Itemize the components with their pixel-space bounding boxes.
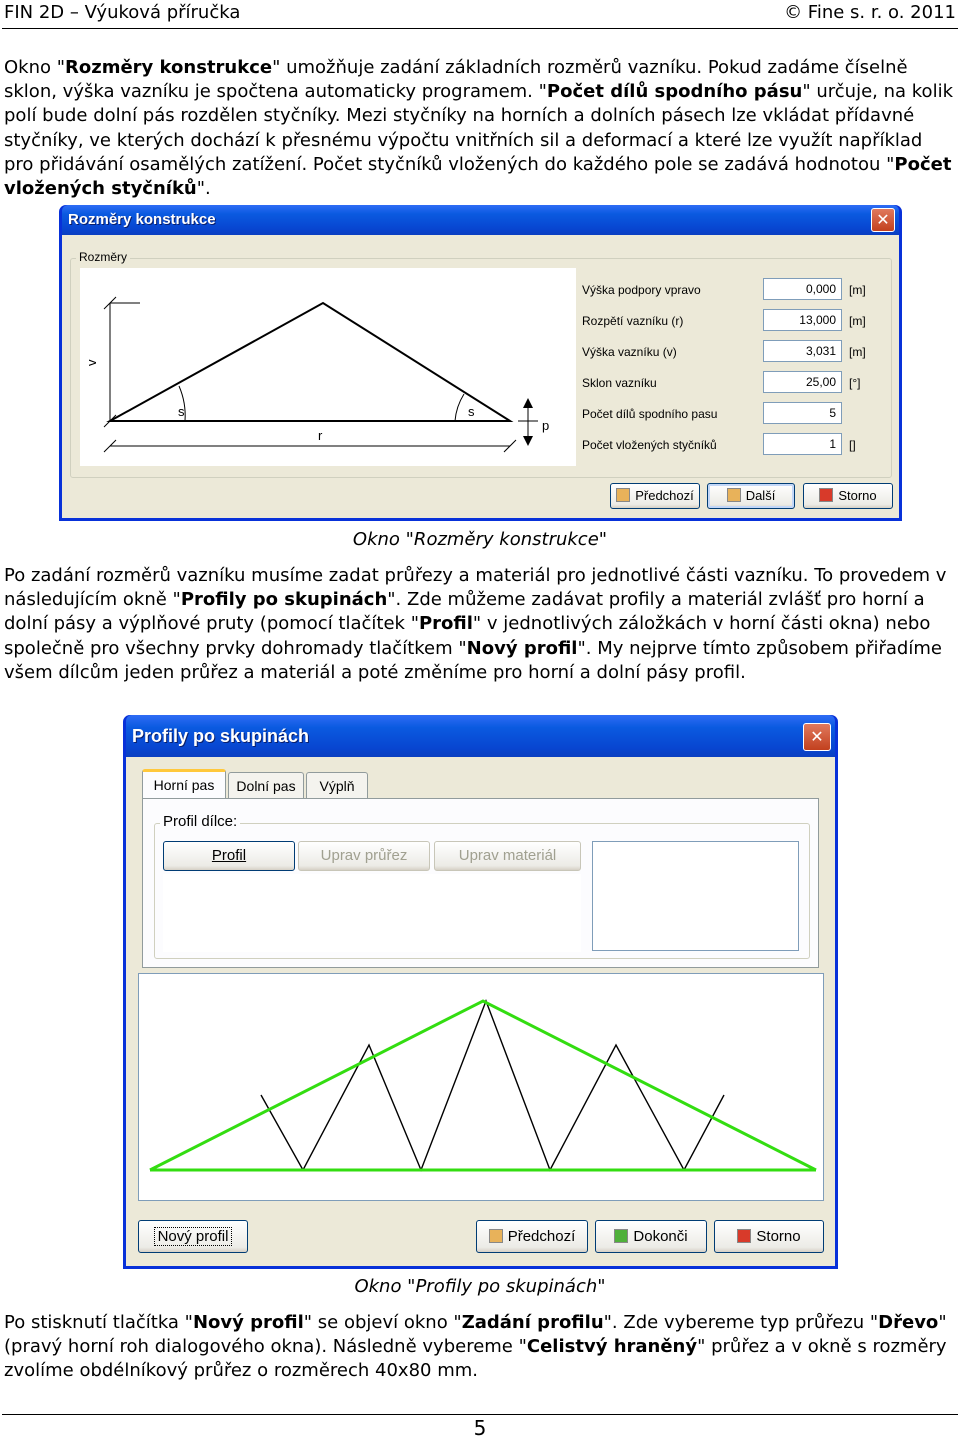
tab-web[interactable]: Výplň	[306, 772, 368, 799]
label-v: v	[84, 359, 99, 366]
paragraph-new-profile: Po stisknutí tlačítka "Nový profil" se objeví okno "Zadání profilu". Zde vybereme typ průřezu "Dřevo" (pravý horní roh dialogového okna). Následně vybereme "Celistvý hraněný" průřez a v okně s rozměry zvolíme obdélníkový průřez o rozměrech 40x80 mm.	[4, 1312, 947, 1382]
profile-info-area	[163, 874, 581, 952]
profile-preview	[592, 841, 799, 951]
label-p: p	[542, 418, 550, 433]
field-label-inserted-nodes: Počet vložených styčníků	[582, 438, 717, 452]
next-button[interactable]: Další	[707, 483, 795, 509]
field-label-support-height: Výška podpory vpravo	[582, 283, 701, 297]
paragraph-profiles: Po zadání rozměrů vazníku musíme zadat průřezy a materiál pro jednotlivé části vazníku. To provedem v následujícím okně "Profily po skupinách". Zde můžeme zadávat profily a materiál zvlášť pro horní a dolní pásy a výplňové pruty (pomocí tlačítek "Profil" v jednotlivých záložkách v horní části okna) nebo společně pro všechny prvky dohromady tlačítkem "Nový profil". My nejprve tímto způsobem přiřadíme všem dílcům jeden průřez a materiál a poté změníme pro horní a dolní pásy profil.	[4, 565, 947, 683]
previous-button[interactable]: Předchozí	[476, 1220, 588, 1253]
field-unit: [m]	[849, 314, 866, 328]
arrow-left-icon	[616, 488, 630, 502]
header-rule	[2, 28, 958, 29]
close-icon[interactable]: ✕	[871, 208, 895, 232]
label-s-left: s	[178, 404, 185, 419]
truss-sketch	[80, 268, 576, 466]
tab-bottom-chord[interactable]: Dolní pas	[228, 772, 304, 799]
field-unit: [°]	[849, 376, 861, 390]
label-s-right: s	[468, 404, 475, 419]
tab-top-chord[interactable]: Horní pas	[142, 769, 226, 799]
edit-section-button[interactable]: Uprav průřez	[298, 841, 430, 871]
arrow-left-icon	[489, 1229, 503, 1243]
field-unit: []	[849, 438, 856, 452]
cancel-icon	[737, 1229, 751, 1243]
previous-button[interactable]: Předchozí	[610, 483, 700, 509]
new-profile-button[interactable]: Nový profil	[138, 1220, 248, 1253]
inserted-nodes-input[interactable]: 1	[763, 433, 842, 455]
field-label-bottom-chord-parts: Počet dílů spodního pasu	[582, 407, 718, 421]
page-header	[4, 0, 956, 26]
checkmark-icon	[614, 1229, 628, 1243]
cancel-button[interactable]: Storno	[803, 483, 893, 509]
slope-input[interactable]: 25,00	[763, 371, 842, 393]
profiles-dialog	[123, 715, 838, 1269]
sketch-background	[80, 268, 576, 466]
cancel-button[interactable]: Storno	[714, 1220, 824, 1253]
close-icon[interactable]: ✕	[803, 723, 831, 751]
header-copyright: © Fine s. r. o. 2011	[784, 2, 956, 23]
profile-button[interactable]: Profil	[163, 841, 295, 871]
caption-dimensions: Okno "Rozměry konstrukce"	[352, 529, 608, 550]
field-label-span: Rozpětí vazníku (r)	[582, 314, 684, 328]
dialog-body	[62, 235, 899, 518]
dialog-titlebar	[126, 715, 835, 757]
span-input[interactable]: 13,000	[763, 309, 842, 331]
field-label-truss-height: Výška vazníku (v)	[582, 345, 677, 359]
group-label: Rozměry	[76, 250, 130, 264]
truss-height-input[interactable]: 3,031	[763, 340, 842, 362]
support-height-input[interactable]: 0,000	[763, 278, 842, 300]
field-label-slope: Sklon vazníku	[582, 376, 657, 390]
footer-rule	[2, 1414, 958, 1415]
dialog-title: Rozměry konstrukce	[68, 211, 216, 228]
label-r: r	[318, 428, 323, 443]
caption-profiles: Okno "Profily po skupinách"	[354, 1276, 606, 1297]
bottom-chord-parts-input[interactable]: 5	[763, 402, 842, 424]
preview-frame	[139, 974, 824, 1201]
dialog-body	[126, 757, 835, 1266]
cancel-icon	[819, 488, 833, 502]
arrow-right-icon	[727, 488, 741, 502]
group-label: Profil dílce:	[160, 813, 240, 830]
truss-preview	[138, 973, 824, 1201]
field-unit: [m]	[849, 283, 866, 297]
paragraph-intro: Okno "Rozměry konstrukce" umožňuje zadání základních rozměrů vazníku. Pokud zadáme číselně sklon, výška vazníku je spočtena automaticky programem. "Počet dílů spodního pásu" určuje, na kolik polí bude dolní pás rozdělen styčníky. Mezi styčníky na horních a dolních pásech lze vkládat přídavné styčníky, ve kterých dochází k přesnému výpočtu vnitřních sil a deformací a které lze využít například pro přidávání osamělých zatížení. Počet styčníků vložených do každého pole se zadává hodnotou "Počet vložených styčníků".	[4, 57, 953, 200]
dialog-title: Profily po skupinách	[132, 726, 310, 746]
page-number: 5	[473, 1416, 487, 1440]
dialog-titlebar	[62, 205, 899, 235]
edit-material-button[interactable]: Uprav materiál	[434, 841, 581, 871]
field-unit: [m]	[849, 345, 866, 359]
finish-button[interactable]: Dokonči	[595, 1220, 707, 1253]
dimensions-dialog	[59, 205, 902, 521]
header-title: FIN 2D – Výuková příručka	[4, 2, 241, 23]
